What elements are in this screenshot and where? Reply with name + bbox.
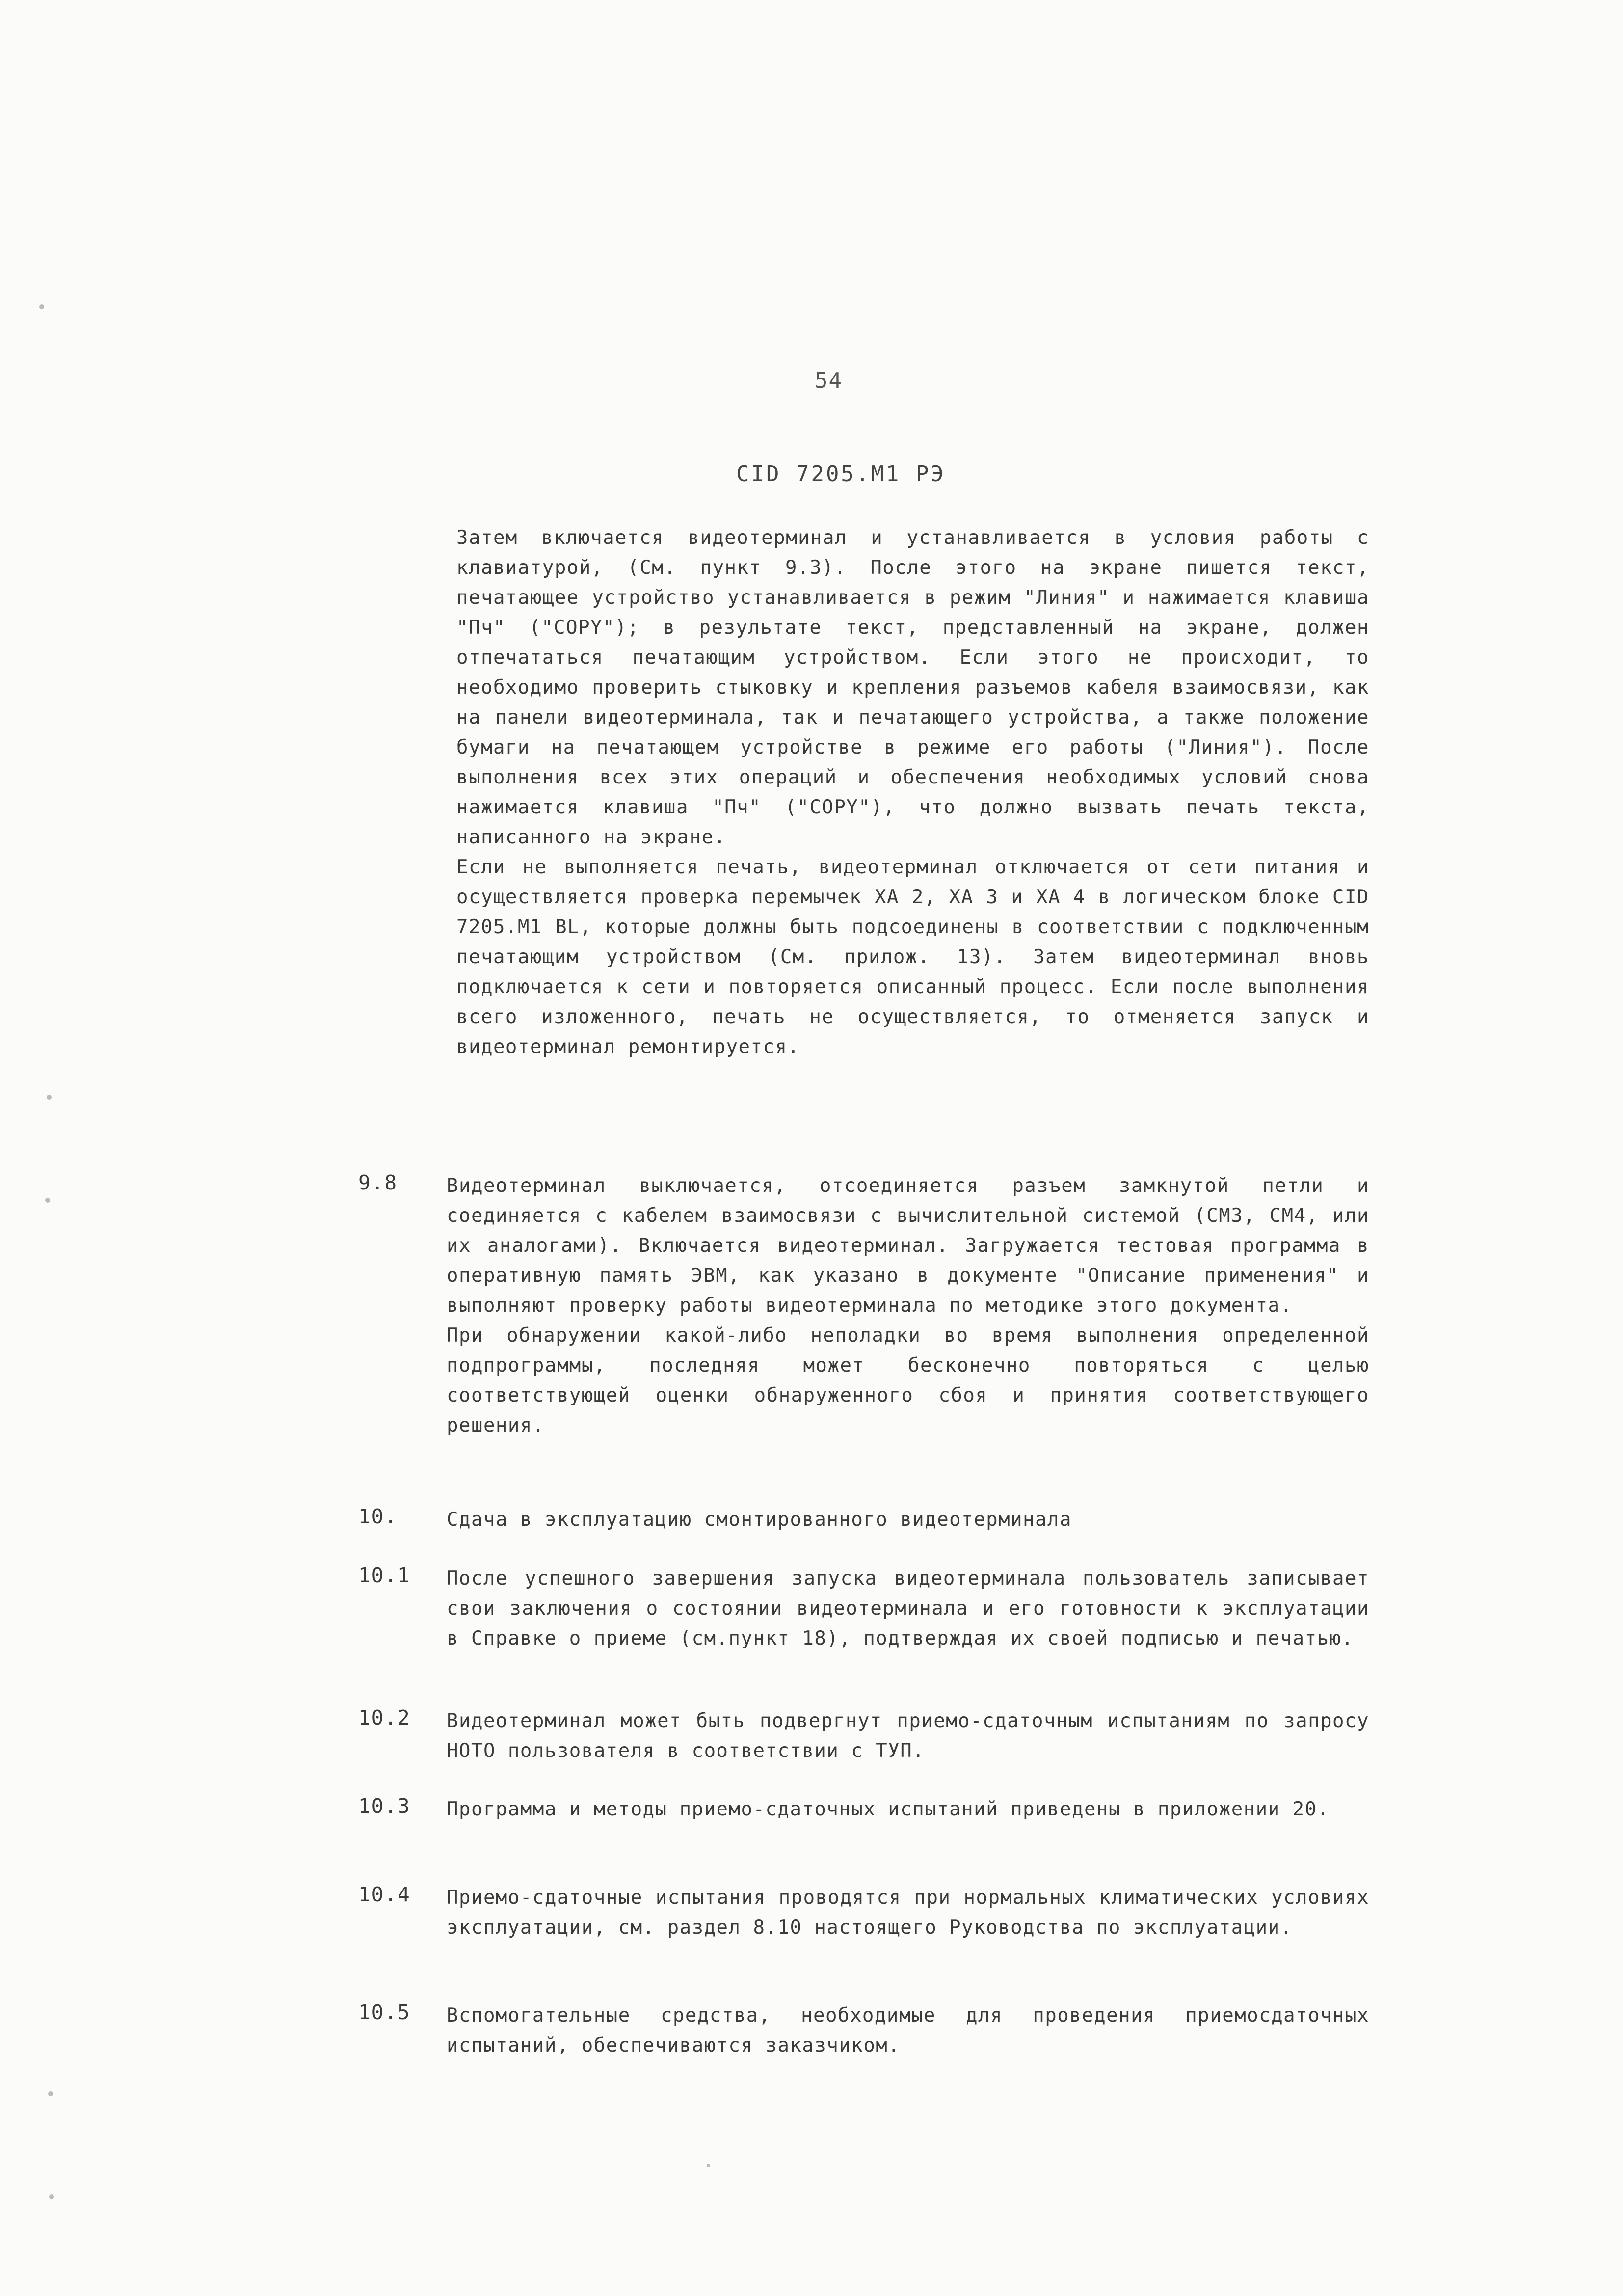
scan-mark: [47, 1095, 52, 1100]
page-number: 54: [815, 368, 843, 393]
section-paragraph: Программа и методы приемо-сдаточных испытаний приведены в приложении 20.: [447, 1798, 1330, 1820]
section-body: [447, 1794, 1369, 1824]
section-number: 10.5: [358, 2000, 411, 2024]
section-body: [447, 1706, 1369, 1766]
section-paragraph: После успешного завершения запуска видеотерминала пользователь записывает свои заключения о состоянии видеотерминала и его готовности к эксплуатации в Справке о приеме (см.пункт 18), подтверждая их своей подписью и печатью.: [447, 1567, 1369, 1649]
section-number: 9.8: [358, 1171, 398, 1194]
section-paragraph: Сдача в эксплуатацию смонтированного видеотерминала: [447, 1509, 1072, 1531]
section-paragraph: Приемо-сдаточные испытания проводятся при нормальных климатических условиях эксплуатации, см. раздел 8.10 настоящего Руководства по эксплуатации.: [447, 1887, 1369, 1939]
intro-text: [456, 523, 1369, 1062]
intro-paragraph-1: Затем включается видеотерминал и устанавливается в условия работы с клавиатурой, (См. пункт 9.3). После этого на экране пишется текст, печатающее устройство устанавливается в режим "Линия" и нажимается клавиша "Пч" ("COPY"); в результате текст, представленный на экране, должен отпечататься печатающим устройством. Если этого не происходит, то необходимо проверить стыковку и крепления разъемов кабеля взаимосвязи, как на панели видеотерминала, так и печатающего устройства, а также положение бумаги на печатающем устройстве в режиме его работы ("Линия"). После выполнения всех этих операций и обеспечения необходимых условий снова нажимается клавиша "Пч" ("COPY"), что должно вызвать печать текста, написанного на экране.: [456, 527, 1369, 848]
section-paragraph: При обнаружении какой-либо неполадки во время выполнения определенной подпрограммы, последняя может бесконечно повторяться с целью соответствующей оценки обнаруженного сбоя и принятия соответствующего решения.: [447, 1324, 1369, 1436]
scan-mark: [39, 304, 44, 309]
section-body: [447, 1171, 1369, 1440]
section-heading: [447, 1505, 1369, 1535]
section-number: 10.1: [358, 1564, 411, 1587]
section-body: [447, 1564, 1369, 1653]
intro-paragraph-2: Если не выполняется печать, видеотерминал отключается от сети питания и осуществляется проверка перемычек ХА 2, ХА 3 и ХА 4 в логическом блоке CID 7205.M1 BL, которые должны быть подсоединены в соответствии с подключенным печатающим устройством (См. прилож. 13). Затем видеотерминал вновь подключается к сети и повторяется описанный процесс. Если после выполнения всего изложенного, печать не осуществляется, то отменяется запуск и видеотерминал ремонтируется.: [456, 856, 1369, 1058]
section-body: [447, 2000, 1369, 2060]
section-number: 10.4: [358, 1883, 411, 1906]
section-paragraph: Видеотерминал выключается, отсоединяется разъем замкнутой петли и соединяется с кабелем взаимосвязи с вычислительной системой (СМ3, СМ4, или их аналогами). Включается видеотерминал. Загружается тестовая программа в оперативную память ЭВМ, как указано в документе "Описание применения" и выполняют проверку работы видеотерминала по методике этого документа.: [447, 1175, 1369, 1317]
document-code: CID 7205.M1 РЭ: [736, 461, 946, 486]
scan-mark: [49, 2194, 54, 2199]
scan-mark: [45, 1198, 50, 1203]
scan-mark: [48, 2091, 53, 2096]
section-number: 10.3: [358, 1794, 411, 1818]
section-paragraph: Вспомогательные средства, необходимые для проведения приемосдаточных испытаний, обеспечиваются заказчиком.: [447, 2004, 1369, 2056]
scan-mark: [707, 2164, 710, 2167]
section-number: 10.2: [358, 1706, 411, 1729]
section-body: [447, 1883, 1369, 1943]
section-paragraph: Видеотерминал может быть подвергнут приемо-сдаточным испытаниям по запросу НОТО пользователя в соответствии с ТУП.: [447, 1710, 1369, 1762]
section-number: 10.: [358, 1505, 398, 1528]
